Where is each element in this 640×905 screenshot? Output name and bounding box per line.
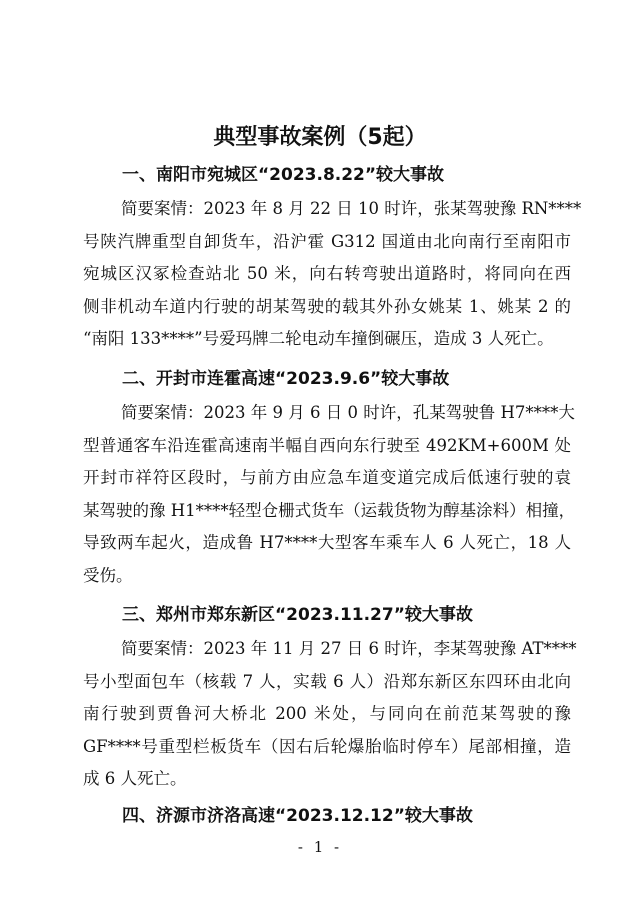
case-2-line: 受伤。	[83, 565, 133, 585]
case-3-heading: 三、郑州市郑东新区“2023.11.27”较大事故	[122, 605, 473, 625]
case-2-line: 导致两车起火，造成鲁 H7****大型客车乘车人 6 人死亡，18 人	[83, 533, 571, 552]
case-1-body	[83, 193, 582, 356]
case-2-line: 某驾驶的豫 H1****轻型仓栅式货车（运载货物为醇基涂料）相撞，	[83, 500, 576, 520]
case-4-heading: 四、济源市济洛高速“2023.12.12”较大事故	[122, 806, 473, 826]
case-1-line: 号陕汽牌重型自卸货车，沿沪霍 G312 国道由北向南行至南阳市	[83, 231, 571, 251]
case-1-line: “南阳 133****”号爱玛牌二轮电动车撞倒碾压，造成 3 人死亡。	[83, 329, 554, 348]
case-3-line: GF****号重型栏板货车（因右后轮爆胎临时停车）尾部相撞，造	[83, 736, 571, 756]
case-2-line: 开封市祥符区段时，与前方由应急车道变道完成后低速行驶的袁	[83, 468, 571, 487]
case-3-line: 简要案情：2023 年 11 月 27 日 6 时许，李某驾驶豫 AT****	[121, 639, 577, 658]
page-number: - 1 -	[297, 838, 343, 856]
case-2-heading: 二、开封市连霍高速“2023.9.6”较大事故	[122, 369, 450, 389]
case-3-body	[83, 633, 577, 796]
case-3-line: 号小型面包车（核载 7 人，实载 6 人）沿郑东新区东四环由北向	[83, 671, 571, 691]
case-3-line: 成 6 人死亡。	[83, 769, 187, 788]
case-1-line: 侧非机动车道内行驶的胡某驾驶的载其外孙女姚某 1、姚某 2 的	[83, 296, 571, 316]
case-1-heading: 一、南阳市宛城区“2023.8.22”较大事故	[122, 165, 445, 185]
case-3-line: 南行驶到贾鲁河大桥北 200 米处，与同向在前范某驾驶的豫	[83, 704, 571, 723]
case-1-line: 简要案情：2023 年 8 月 22 日 10 时许，张某驾驶豫 RN****	[121, 199, 582, 218]
case-2-line: 型普通客车沿连霍高速南半幅自西向东行驶至 492KM+600M 处	[83, 435, 571, 455]
case-2-line: 简要案情：2023 年 9 月 6 日 0 时许，孔某驾驶鲁 H7****大	[121, 403, 575, 422]
case-1-line: 宛城区汉冢检查站北 50 米，向右转弯驶出道路时，将同向在西	[83, 264, 571, 283]
case-2-body	[83, 397, 576, 592]
page-title: 典型事故案例（5起）	[213, 125, 427, 150]
